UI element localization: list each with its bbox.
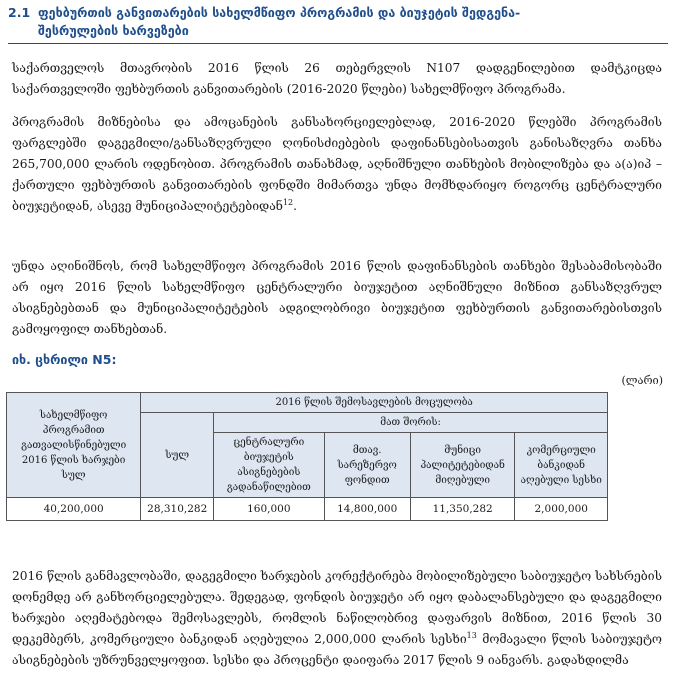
section-heading-line1: ფეხბურთის განვითარების სახელმწიფო პროგრამის და ბიუჯეტის შედგენა-	[38, 5, 521, 20]
cell-central: 160,000	[214, 498, 324, 521]
paragraph-4-text: 2016 წლის განმავლობაში, დაგეგმილი ხარჯების კორექტირება მობილიზებული საბიუჯეტო სახსრების დონემდე არ განხორციელებულა. შედეგად, ფონდის ბიუჯეტი არ იყო დაბალანსებული და დაგეგმილი ხარჯები აღემატებოდა შემოსავლებს, რომლის ნაწილობრივ დაფარვის მიზნით, 2016 წლის 30 დეკემბერს, კომერციული ბანკიდან აღებულია 2,000,000 ლარის სესხი	[12, 569, 662, 646]
paragraph-2-text: პროგრამის მიზნებისა და ამოცანების განსახორციელებლად, 2016-2020 წლებში პროგრამის ფარგლებში დაგეგმილი/განსაზღვრული ღონისძიებების დაფინანსებისათვის განისაზღვრა თანხა 265,700,000 ლარის ოდენობით. პროგრამის თანახმად, აღნიშნული თანხების მობილიზება და ა(ა)იპ – ქართული ფეხბურთის განვითარების ფონდში მიმართვა უნდა მომხდარიყო როგორც ცენტრალური ბიუჯეტიდან, ასევე მუნიციპალიტეტებიდან	[12, 115, 662, 213]
cell-planned: 40,200,000	[7, 498, 141, 521]
section-heading	[8, 4, 668, 44]
cell-loan: 2,000,000	[515, 498, 608, 521]
header-bank-loan: კომერციული ბანკიდან აღებული სესხი	[515, 433, 608, 498]
table-unit: (ლარი)	[621, 374, 663, 387]
header-revenue-group: 2016 წლის შემოსავლების მოცულობა	[141, 393, 608, 413]
paragraph-2	[12, 112, 662, 217]
header-total: სულ	[141, 413, 214, 498]
footnote-ref-13[interactable]: 13	[466, 630, 477, 640]
header-central-budget: ცენტრალური ბიუჯეტის ასიგნებების გადანაწილებით	[214, 433, 324, 498]
cell-reserve: 14,800,000	[324, 498, 410, 521]
paragraph-4-text-cont: მომავალი წლის საბიუჯეტო ასიგნებების უზრუნველყოფით. სესხი და პროცენტი დაიფარა 2017 წლის 9 იანვარს. გადახდილმა	[12, 632, 662, 667]
paragraph-2-end: .	[293, 199, 297, 213]
table-row	[7, 498, 608, 521]
header-subgroup: მათ შორის:	[214, 413, 608, 433]
cell-total: 28,310,282	[141, 498, 214, 521]
budget-table	[6, 392, 608, 521]
paragraph-3: უნდა აღინიშნოს, რომ სახელმწიფო პროგრამის 2016 წლის დაფინანსების თანხები შესაბამისობაში არ იყო 2016 წლის სახელმწიფო ცენტრალური ბიუჯეტით აღნიშნული მიზნით განსაზღვრულ ასიგნებებთან და მუნიციპალიტეტების ადგილობრივი ბიუჯეტით ფეხბურთის განვითარებისთვის გამოყოფილ თანხებთან.	[12, 259, 662, 336]
table-caption: იხ. ცხრილი N5:	[12, 352, 117, 367]
header-planned-expenses: სახელმწიფო პროგრამით გათვალისწინებული 2016 წლის ხარჯები სულ	[7, 393, 141, 498]
section-heading-line2: შესრულების ხარვეზები	[38, 23, 189, 38]
footnote-ref-12[interactable]: 12	[282, 197, 294, 207]
header-reserve-fund: მთავ. სარეზერვო ფონდით	[324, 433, 410, 498]
cell-municipal: 11,350,282	[410, 498, 515, 521]
paragraph-4	[12, 566, 662, 671]
header-municipal: მუნიცი პალიტეტებიდან მიღებული	[410, 433, 515, 498]
paragraph-1: საქართველოს მთავრობის 2016 წლის 26 თებერვლის N107 დადგენილებით დამტკიცდა საქართველოში ფეხბურთის განვითარების (2016-2020 წლები) სახელმწიფო პროგრამა.	[12, 61, 662, 96]
section-number: 2.1	[8, 5, 31, 20]
